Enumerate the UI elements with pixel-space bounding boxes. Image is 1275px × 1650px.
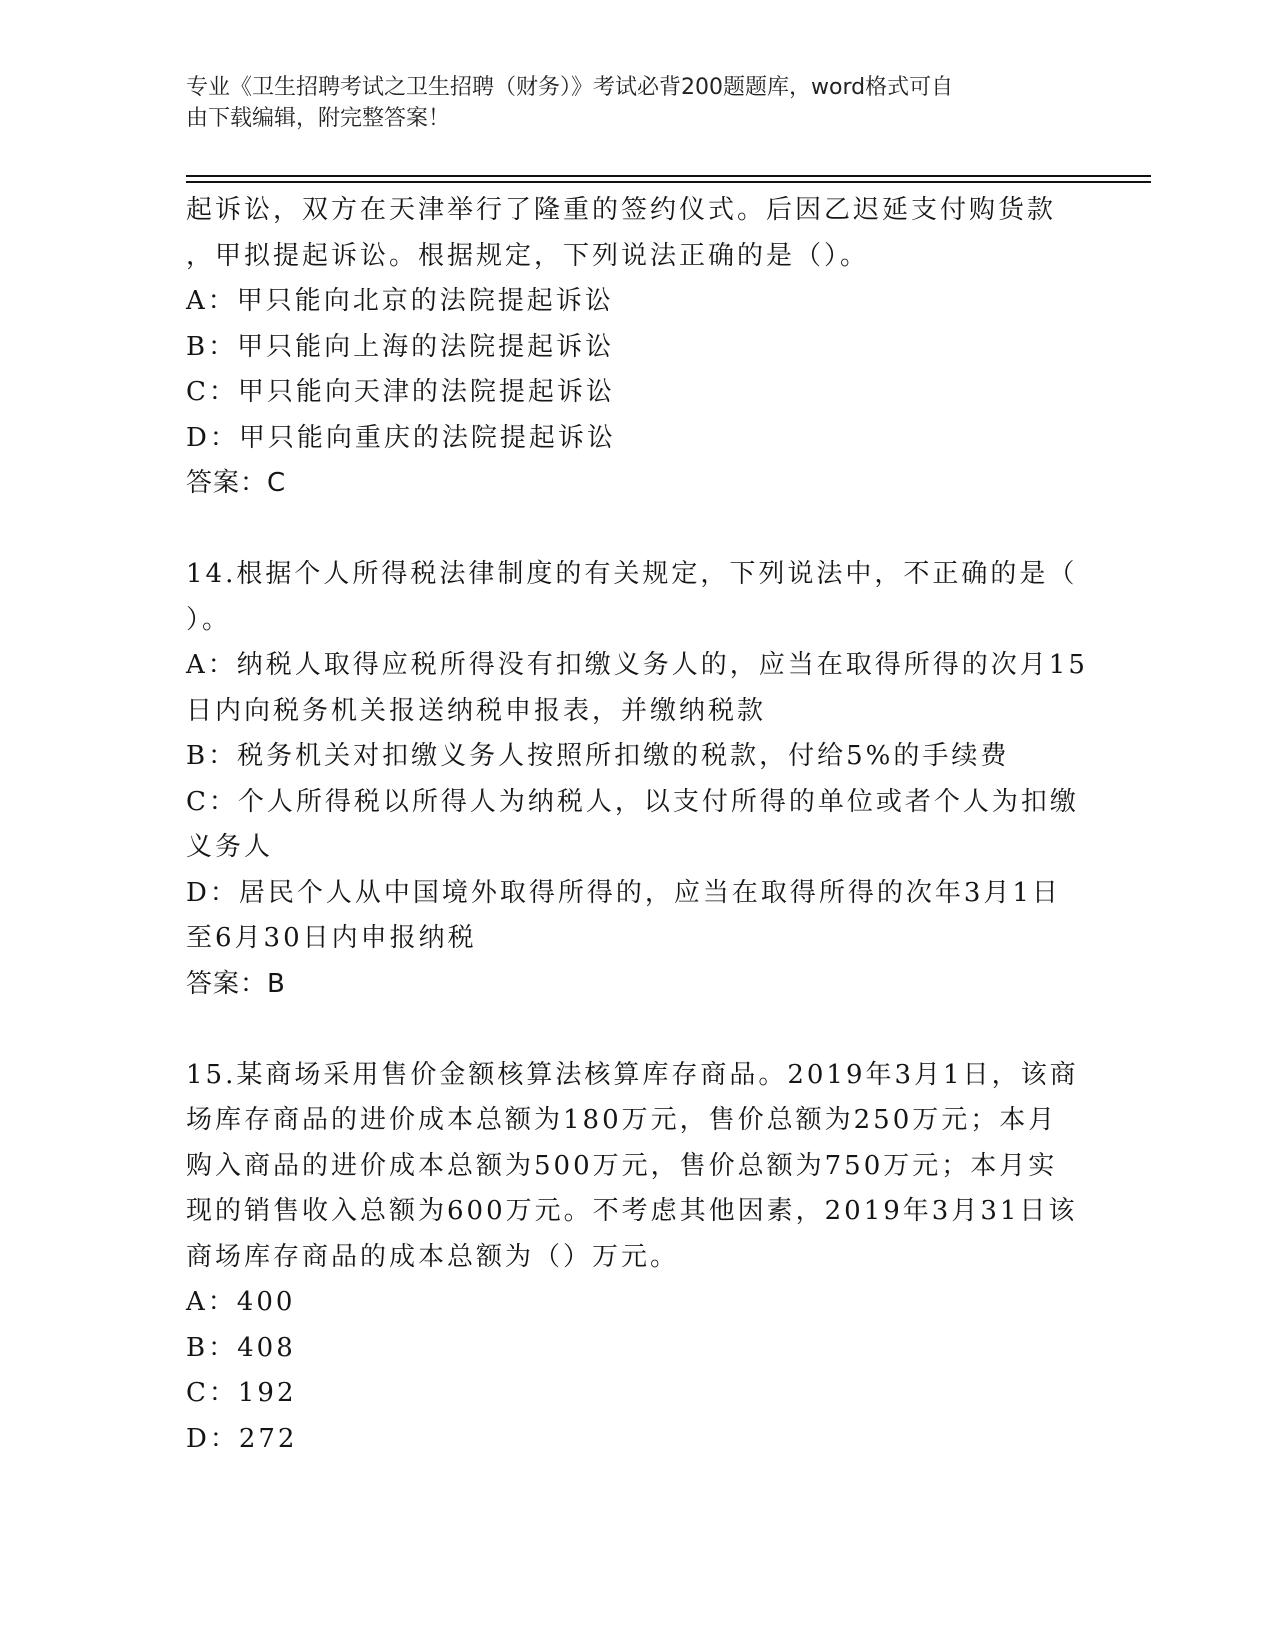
question-stem: 现的销售收入总额为600万元。不考虑其他因素，2019年3月31日该	[186, 1196, 1078, 1226]
document-header	[186, 72, 1066, 134]
header-divider-bottom	[186, 181, 1151, 183]
option-c: C：个人所得税以所得人为纳税人，以支付所得的单位或者个人为扣缴	[186, 786, 1079, 817]
spacer	[186, 507, 1081, 553]
option-b: B：甲只能向上海的法院提起诉讼	[186, 331, 615, 362]
question-stem: 购入商品的进价成本总额为500万元，售价总额为750万元；本月实	[186, 1150, 1058, 1181]
option-a: A：甲只能向北京的法院提起诉讼	[186, 286, 614, 316]
header-line: 由下载编辑，附完整答案！	[186, 106, 451, 131]
answer: 答案：B	[186, 968, 286, 999]
question-stem: 14.根据个人所得税法律制度的有关规定，下列说法中，不正确的是（	[186, 559, 1078, 589]
question-stem: 场库存商品的进价成本总额为180万元，售价总额为250万元；本月	[186, 1105, 1058, 1135]
option-b: B：税务机关对扣缴义务人按照所扣缴的税款，付给5%的手续费	[186, 741, 1010, 771]
header-divider-top	[186, 175, 1151, 177]
question-text: 起诉讼，双方在天津举行了隆重的签约仪式。后因乙迟延支付购货款	[186, 195, 1057, 225]
answer: 答案：C	[186, 468, 287, 498]
option-a: A：纳税人取得应税所得没有扣缴义务人的，应当在取得所得的次月15	[186, 650, 1088, 680]
header-line: 专业《卫生招聘考试之卫生招聘（财务）》考试必背200题题库，word格式可自	[186, 75, 954, 100]
question-13	[186, 188, 1081, 507]
spacer	[186, 1007, 1081, 1053]
question-stem: 商场库存商品的成本总额为（）万元。	[186, 1241, 680, 1272]
question-stem: ）。	[186, 604, 232, 635]
option-d-continued: 至6月30日内申报纳税	[186, 923, 477, 953]
option-d: D：居民个人从中国境外取得所得的，应当在取得所得的次年3月1日	[186, 877, 1061, 908]
question-text: ，甲拟提起诉讼。根据规定，下列说法正确的是（）。	[186, 240, 870, 271]
option-c: C：甲只能向天津的法院提起诉讼	[186, 377, 615, 407]
document-body	[186, 188, 1088, 1462]
option-b: B：408	[186, 1332, 296, 1363]
option-d: D：甲只能向重庆的法院提起诉讼	[186, 422, 616, 453]
option-c-continued: 义务人	[186, 832, 274, 862]
question-15	[186, 1053, 1081, 1463]
question-stem: 15.某商场采用售价金额核算法核算库存商品。2019年3月1日，该商	[186, 1059, 1079, 1090]
option-a-continued: 日内向税务机关报送纳税申报表，并缴纳税款	[186, 695, 767, 726]
option-a: A：400	[186, 1287, 296, 1317]
question-14	[186, 552, 1088, 1007]
option-c: C：192	[186, 1378, 297, 1408]
option-d: D：272	[186, 1423, 298, 1454]
